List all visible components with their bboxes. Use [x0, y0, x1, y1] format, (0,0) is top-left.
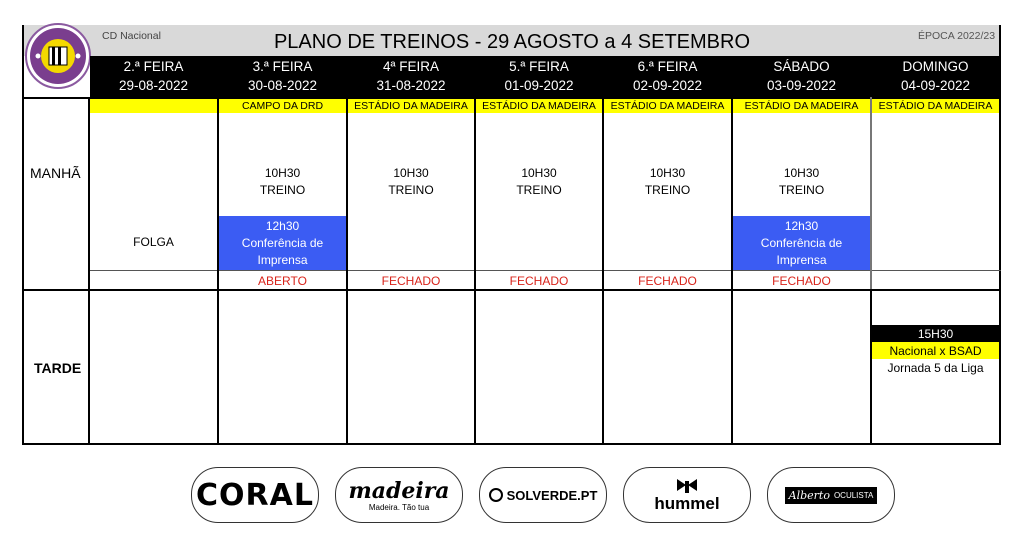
training-label-fri: TREINO [644, 183, 691, 197]
venue-sat: ESTÁDIO DA MADEIRA [733, 98, 870, 113]
training-time-thu: 10H30 [521, 166, 557, 180]
solverde-icon [489, 488, 503, 502]
training-time-tue: 10H30 [264, 166, 301, 180]
session-status-sat: FECHADO [772, 273, 831, 288]
training-time-sat: 10H30 [783, 166, 820, 180]
grid-col-line [870, 97, 872, 289]
grid-col-line [731, 97, 733, 445]
training-label-sat: TREINO [778, 183, 825, 197]
sponsor-madeira [335, 467, 463, 523]
training-label-wed: TREINO [388, 183, 434, 197]
morning-status-line [88, 270, 1001, 271]
match-time: 15H30 [872, 325, 999, 342]
grid-col-line [602, 97, 604, 445]
hummel-bee-icon [674, 477, 700, 495]
day-date-sun: 04-09-2022 [900, 78, 971, 93]
venue-wed: ESTÁDIO DA MADEIRA [348, 98, 474, 113]
grid-right-border [999, 25, 1001, 445]
sponsor-hummel [623, 467, 751, 523]
grid-col-line [217, 97, 219, 445]
training-time-wed: 10H30 [393, 166, 429, 180]
venue-thu: ESTÁDIO DA MADEIRA [476, 98, 602, 113]
venue-bar-mon [90, 98, 217, 113]
sponsor-alberto-sub: OCULISTA [833, 490, 874, 500]
sponsor-solverde-label: SOLVERDE.PT [506, 487, 598, 503]
press-time: 12h30 [265, 218, 300, 233]
sponsor-hummel-label: hummel [654, 494, 720, 513]
venue-sun: ESTÁDIO DA MADEIRA [872, 98, 999, 113]
sponsor-coral [191, 467, 319, 523]
day-date-wed: 31-08-2022 [376, 78, 446, 93]
day-date-tue: 30-08-2022 [247, 78, 318, 93]
press-label: Conferência de Imprensa [760, 235, 843, 267]
session-status-thu: FECHADO [509, 273, 569, 288]
training-time-fri: 10H30 [649, 166, 686, 180]
press-conference-sat [733, 216, 870, 270]
grid-col-line [474, 97, 476, 445]
row-label-afternoon: TARDE [34, 360, 82, 376]
press-conference-tue [219, 216, 346, 270]
session-status-wed: FECHADO [381, 273, 441, 288]
training-label-thu: TREINO [516, 183, 562, 197]
day-name-thu: 5.ª FEIRA [509, 59, 569, 74]
sponsor-alberto [767, 467, 895, 523]
venue-tue: CAMPO DA DRD [219, 98, 346, 113]
grid-col-line [88, 97, 90, 445]
day-date-thu: 01-09-2022 [504, 78, 574, 93]
day-name-sun: DOMINGO [902, 59, 969, 74]
sponsor-coral-label: CORAL [196, 477, 314, 513]
training-label-tue: TREINO [259, 183, 306, 197]
day-date-mon: 29-08-2022 [118, 78, 189, 93]
grid-mid-border [22, 289, 1001, 291]
session-status-fri: FECHADO [638, 273, 697, 288]
season-label: ÉPOCA 2022/23 [918, 30, 996, 42]
sponsor-madeira-logo: madeira [348, 477, 450, 504]
venue-fri: ESTÁDIO DA MADEIRA [604, 98, 731, 113]
day-name-tue: 3.ª FEIRA [252, 59, 313, 74]
sponsor-alberto-label: Alberto [788, 488, 830, 502]
day-name-fri: 6.ª FEIRA [637, 59, 698, 74]
session-status-tue: ABERTO [258, 273, 307, 288]
grid-top-border [22, 97, 1001, 99]
off-day-label: FOLGA [133, 234, 174, 249]
match-round: Jornada 5 da Liga [887, 360, 984, 375]
grid-bottom-border [22, 443, 1001, 445]
page-title: PLANO DE TREINOS - 29 AGOSTO a 4 SETEMBRO [273, 30, 751, 53]
grid-left-border [22, 25, 24, 445]
sponsor-madeira-tagline: Madeira. Tão tua [368, 502, 430, 512]
club-crest-icon [24, 22, 92, 90]
day-name-mon: 2.ª FEIRA [123, 59, 184, 74]
grid-col-line [346, 97, 348, 445]
match-teams: Nacional x BSAD [872, 342, 999, 359]
day-date-fri: 02-09-2022 [632, 78, 703, 93]
club-name: CD Nacional [102, 30, 161, 42]
row-label-morning: MANHÃ [30, 165, 81, 181]
day-name-wed: 4ª FEIRA [382, 59, 439, 74]
press-label: Conferência de Imprensa [241, 235, 324, 267]
sponsor-solverde [479, 467, 607, 523]
day-name-sat: SÁBADO [773, 59, 830, 74]
sponsor-alberto-box [785, 487, 878, 504]
day-date-sat: 03-09-2022 [766, 78, 837, 93]
press-time: 12h30 [784, 218, 819, 233]
